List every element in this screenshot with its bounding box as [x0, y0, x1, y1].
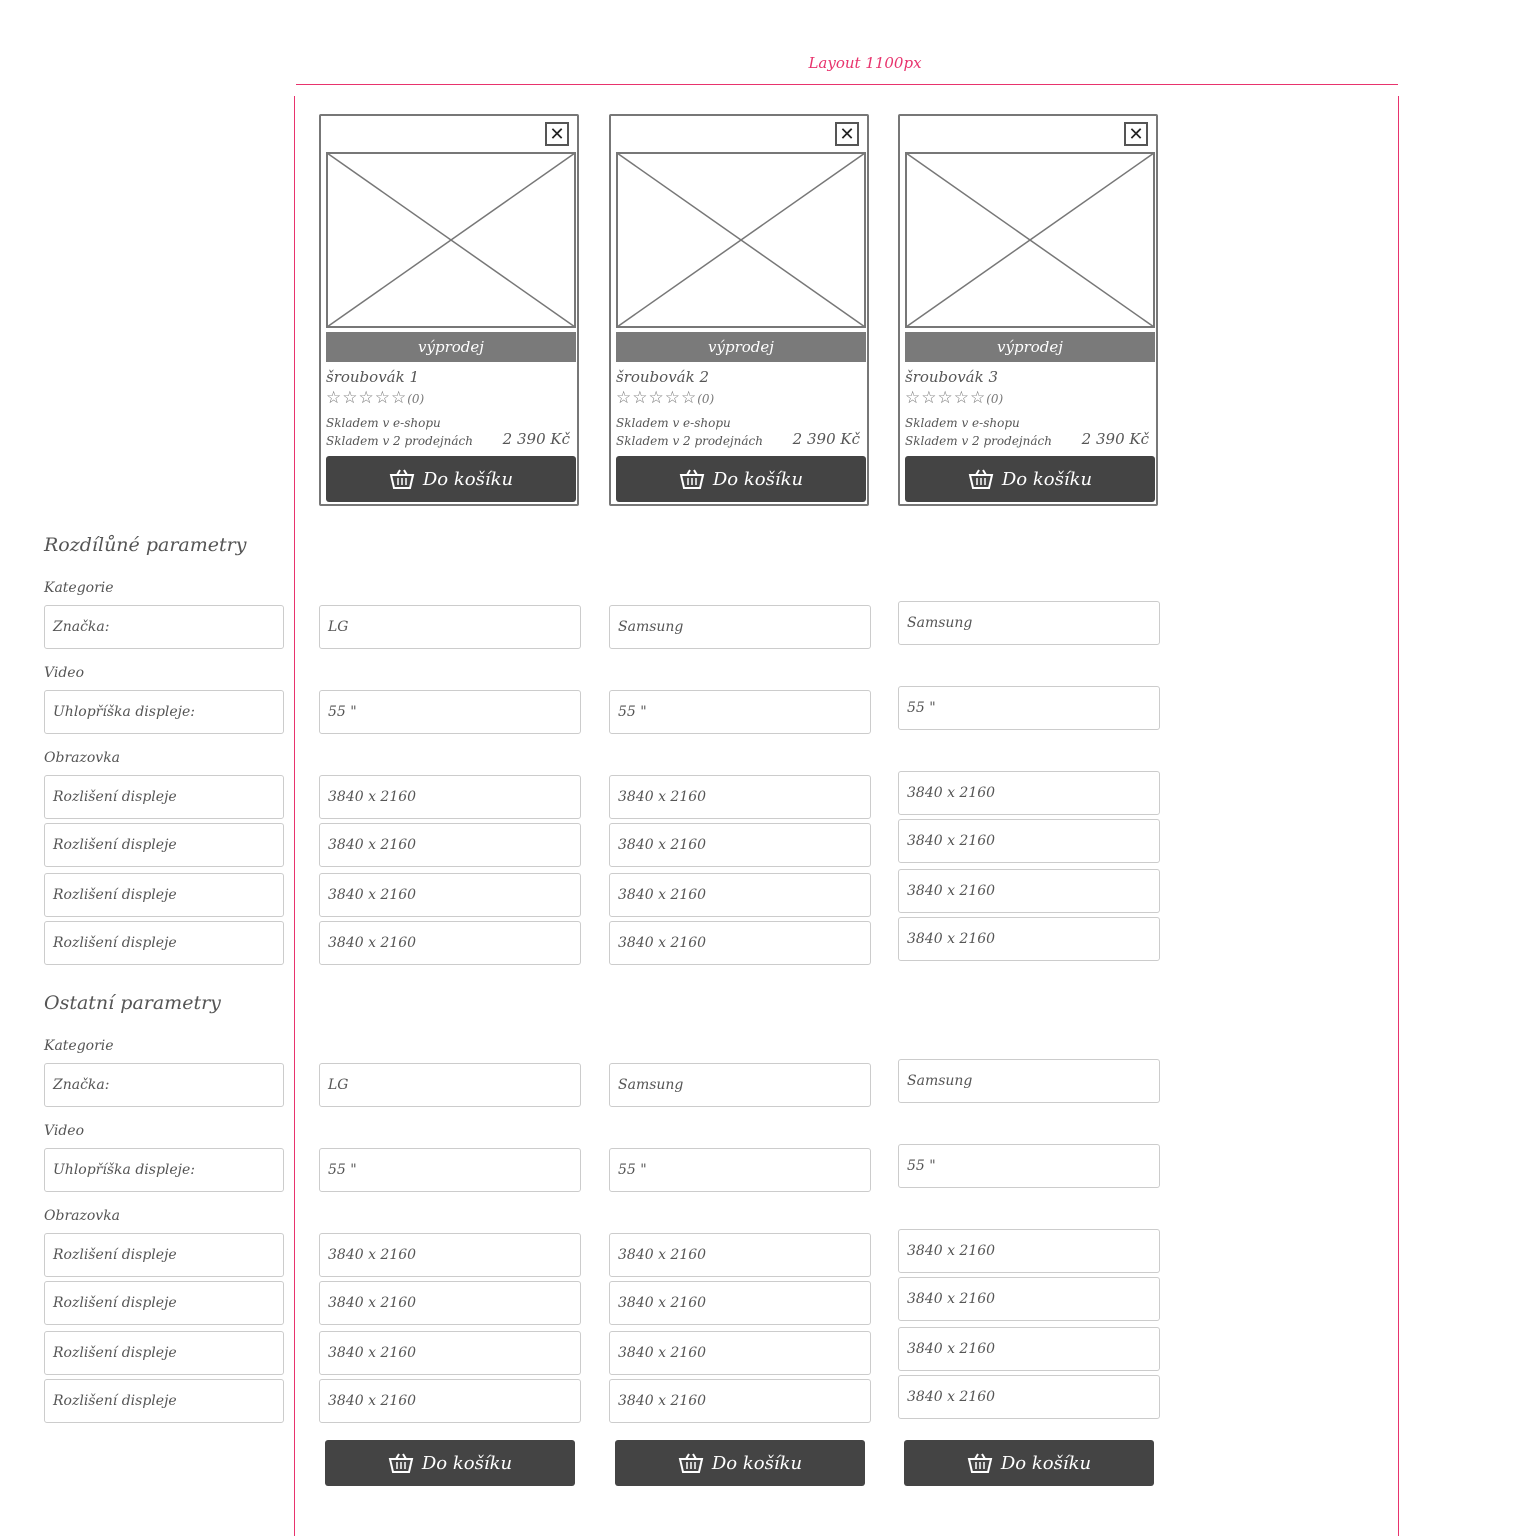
product-price: 2 390 Kč — [792, 430, 860, 448]
basket-icon — [389, 468, 415, 490]
add-to-cart-button-bottom[interactable] — [904, 1440, 1154, 1486]
param-value: 3840 x 2160 — [898, 1375, 1160, 1419]
param-value: 3840 x 2160 — [609, 873, 871, 917]
param-value: Samsung — [898, 1059, 1160, 1103]
param-value: 3840 x 2160 — [319, 1331, 581, 1375]
star-icons: ☆☆☆☆☆ — [616, 388, 698, 408]
section-title-different-params: Rozdílůné parametry — [44, 534, 247, 556]
product-name[interactable]: šroubovák 1 — [326, 368, 420, 386]
param-name: Rozlišení displeje — [44, 1281, 284, 1325]
group-label-category: Kategorie — [44, 1038, 114, 1054]
param-name: Rozlišení displeje — [44, 1233, 284, 1277]
group-label-category: Kategorie — [44, 580, 114, 596]
remove-product-button[interactable]: ✕ — [835, 122, 859, 146]
product-image-placeholder — [905, 152, 1155, 328]
add-to-cart-label: Do košíku — [1000, 1452, 1092, 1474]
param-name: Rozlišení displeje — [44, 1379, 284, 1423]
param-value: 55 " — [898, 686, 1160, 730]
param-name: Rozlišení displeje — [44, 921, 284, 965]
product-card — [319, 114, 579, 506]
add-to-cart-label: Do košíku — [422, 468, 514, 490]
param-value: LG — [319, 1063, 581, 1107]
group-label-video: Video — [44, 1123, 85, 1139]
param-name: Značka: — [44, 605, 284, 649]
basket-icon — [678, 1452, 704, 1474]
remove-product-button[interactable]: ✕ — [545, 122, 569, 146]
param-value: 3840 x 2160 — [609, 1281, 871, 1325]
param-name: Rozlišení displeje — [44, 873, 284, 917]
product-price: 2 390 Kč — [502, 430, 570, 448]
sale-badge: výprodej — [616, 332, 866, 362]
param-value: 55 " — [609, 690, 871, 734]
param-value: 3840 x 2160 — [609, 823, 871, 867]
product-price: 2 390 Kč — [1081, 430, 1149, 448]
product-card — [609, 114, 869, 506]
param-name: Rozlišení displeje — [44, 823, 284, 867]
param-value: 3840 x 2160 — [609, 775, 871, 819]
param-value: 3840 x 2160 — [319, 775, 581, 819]
param-value: 55 " — [319, 1148, 581, 1192]
rating-stars[interactable] — [326, 388, 424, 408]
basket-icon — [388, 1452, 414, 1474]
param-name: Rozlišení displeje — [44, 775, 284, 819]
param-value: 3840 x 2160 — [319, 921, 581, 965]
remove-product-button[interactable]: ✕ — [1124, 122, 1148, 146]
param-value: 3840 x 2160 — [898, 771, 1160, 815]
rating-stars[interactable] — [616, 388, 714, 408]
stock-eshop: Skladem v e-shopu — [616, 416, 731, 430]
param-value: 3840 x 2160 — [319, 823, 581, 867]
product-name[interactable]: šroubovák 3 — [905, 368, 999, 386]
layout-guide-left — [294, 96, 295, 1536]
param-value: 3840 x 2160 — [319, 1233, 581, 1277]
param-name: Značka: — [44, 1063, 284, 1107]
param-value: 3840 x 2160 — [319, 1379, 581, 1423]
stock-stores: Skladem v 2 prodejnách — [905, 434, 1052, 448]
param-value: 3840 x 2160 — [319, 1281, 581, 1325]
add-to-cart-label: Do košíku — [712, 468, 804, 490]
param-value: Samsung — [898, 601, 1160, 645]
sale-badge: výprodej — [905, 332, 1155, 362]
rating-count: (0) — [697, 392, 715, 406]
stock-stores: Skladem v 2 prodejnách — [326, 434, 473, 448]
stock-stores: Skladem v 2 prodejnách — [616, 434, 763, 448]
sale-badge: výprodej — [326, 332, 576, 362]
product-card — [898, 114, 1158, 506]
layout-guide-top — [296, 84, 1398, 85]
basket-icon — [679, 468, 705, 490]
param-value: 3840 x 2160 — [609, 921, 871, 965]
product-name[interactable]: šroubovák 2 — [616, 368, 710, 386]
param-value: 3840 x 2160 — [898, 917, 1160, 961]
add-to-cart-button[interactable] — [326, 456, 576, 502]
stock-eshop: Skladem v e-shopu — [326, 416, 441, 430]
group-label-screen: Obrazovka — [44, 750, 121, 766]
param-value: 3840 x 2160 — [898, 869, 1160, 913]
param-value: 55 " — [319, 690, 581, 734]
param-name: Uhlopříška displeje: — [44, 1148, 284, 1192]
param-value: 3840 x 2160 — [898, 819, 1160, 863]
param-name: Rozlišení displeje — [44, 1331, 284, 1375]
add-to-cart-button[interactable] — [905, 456, 1155, 502]
param-value: 3840 x 2160 — [898, 1327, 1160, 1371]
add-to-cart-label: Do košíku — [421, 1452, 513, 1474]
rating-count: (0) — [407, 392, 425, 406]
param-value: 3840 x 2160 — [898, 1277, 1160, 1321]
product-image-placeholder — [326, 152, 576, 328]
layout-guide-right — [1398, 96, 1399, 1536]
section-title-other-params: Ostatní parametry — [44, 992, 221, 1014]
add-to-cart-button-bottom[interactable] — [615, 1440, 865, 1486]
rating-stars[interactable] — [905, 388, 1003, 408]
param-value: 3840 x 2160 — [609, 1233, 871, 1277]
param-name: Uhlopříška displeje: — [44, 690, 284, 734]
param-value: Samsung — [609, 605, 871, 649]
param-value: 3840 x 2160 — [609, 1379, 871, 1423]
basket-icon — [968, 468, 994, 490]
star-icons: ☆☆☆☆☆ — [326, 388, 408, 408]
add-to-cart-button-bottom[interactable] — [325, 1440, 575, 1486]
layout-width-label: Layout 1100px — [808, 54, 922, 72]
param-value: 55 " — [898, 1144, 1160, 1188]
product-image-placeholder — [616, 152, 866, 328]
param-value: 3840 x 2160 — [319, 873, 581, 917]
param-value: 55 " — [609, 1148, 871, 1192]
stock-eshop: Skladem v e-shopu — [905, 416, 1020, 430]
param-value: 3840 x 2160 — [609, 1331, 871, 1375]
param-value: Samsung — [609, 1063, 871, 1107]
param-value: 3840 x 2160 — [898, 1229, 1160, 1273]
group-label-video: Video — [44, 665, 85, 681]
add-to-cart-label: Do košíku — [711, 1452, 803, 1474]
basket-icon — [967, 1452, 993, 1474]
add-to-cart-label: Do košíku — [1001, 468, 1093, 490]
group-label-screen: Obrazovka — [44, 1208, 121, 1224]
rating-count: (0) — [986, 392, 1004, 406]
param-value: LG — [319, 605, 581, 649]
star-icons: ☆☆☆☆☆ — [905, 388, 987, 408]
add-to-cart-button[interactable] — [616, 456, 866, 502]
